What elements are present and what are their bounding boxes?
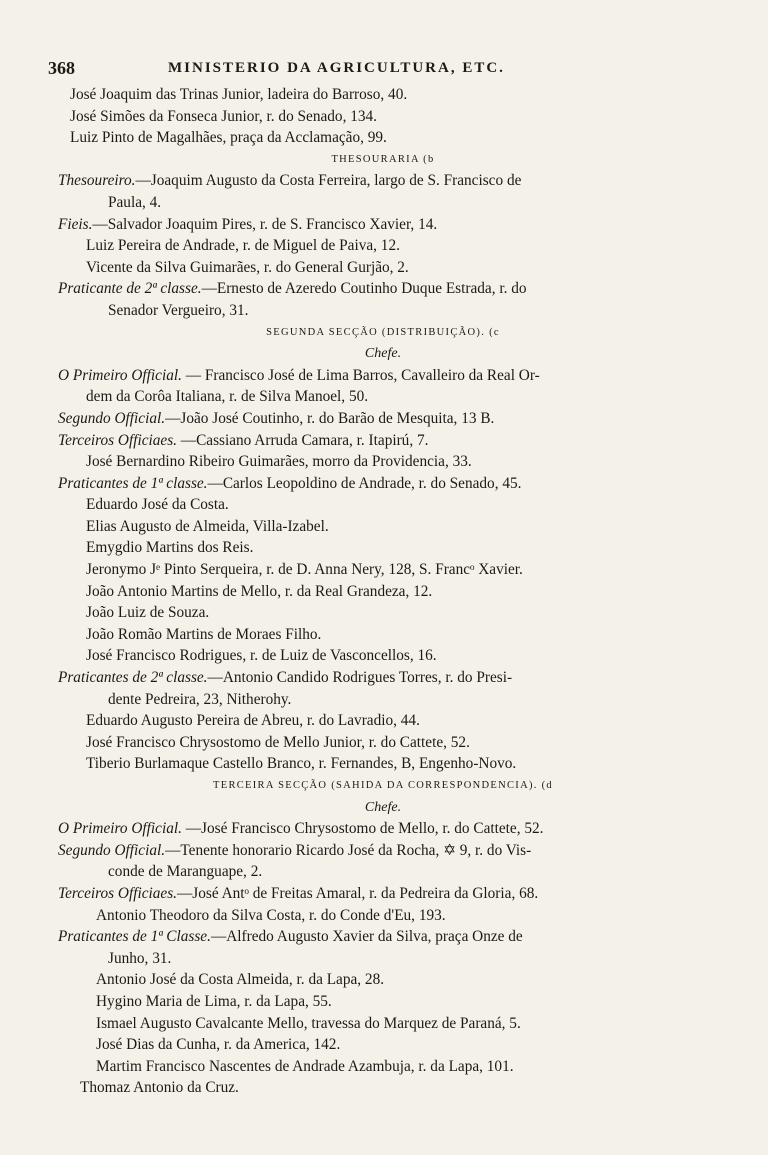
text-line: João Luiz de Souza. <box>86 604 210 622</box>
text-line: Senador Vergueiro, 31. <box>108 301 249 319</box>
text-line: Terceiros Officiaes.—José Antᵒ de Freitas Amaral, r. da Pedreira da Gloria, 68. <box>58 884 539 902</box>
text-line: Terceiros Officiaes. —Cassiano Arruda Camara, r. Itapirú, 7. <box>58 431 429 449</box>
section-subheading: Chefe. <box>364 346 402 362</box>
text-line: Elias Augusto de Almeida, Villa-Izabel. <box>86 517 329 535</box>
text-line: Praticantes de 1ª Classe.—Alfredo Augusto Xavier da Silva, praça Onze de <box>58 928 523 946</box>
text-line: O Primeiro Official. —José Francisco Chrysostomo de Mello, r. do Cattete, 52. <box>58 820 544 838</box>
document-body <box>58 84 708 1099</box>
text-line: Luiz Pinto de Magalhães, praça da Acclamação, 99. <box>70 129 387 147</box>
text-line: dem da Corôa Italiana, r. de Silva Manoel, 50. <box>86 388 369 406</box>
text-line: conde de Maranguape, 2. <box>108 863 263 881</box>
text-line: Luiz Pereira de Andrade, r. de Miguel de Paiva, 12. <box>86 237 400 255</box>
text-line: Ismael Augusto Cavalcante Mello, travessa do Marquez de Paraná, 5. <box>96 1014 521 1032</box>
text-line: Junho, 31. <box>108 949 172 967</box>
text-line: José Francisco Chrysostomo de Mello Junior, r. do Cattete, 52. <box>86 733 470 751</box>
text-line: Hygino Maria de Lima, r. da Lapa, 55. <box>96 992 332 1010</box>
text-line: Emygdio Martins dos Reis. <box>86 539 254 557</box>
section-heading: TERCEIRA SECÇÃO (SAHIDA DA CORRESPONDENCIA). (d <box>213 780 553 791</box>
text-line: Eduardo Augusto Pereira de Abreu, r. do Lavradio, 44. <box>86 712 420 730</box>
text-line: José Joaquim das Trinas Junior, ladeira do Barroso, 40. <box>70 86 408 103</box>
text-line: Praticantes de 1ª classe.—Carlos Leopoldino de Andrade, r. do Senado, 45. <box>58 474 522 492</box>
text-line: dente Pedreira, 23, Nitherohy. <box>108 690 292 708</box>
section-heading: SEGUNDA SECÇÃO (DISTRIBUIÇÃO). (c <box>266 326 500 338</box>
text-line: Antonio Theodoro da Silva Costa, r. do Conde d'Eu, 193. <box>96 906 446 924</box>
text-line: Eduardo José da Costa. <box>86 496 229 514</box>
text-line: José Francisco Rodrigues, r. de Luiz de Vasconcellos, 16. <box>86 647 437 665</box>
page-number: 368 <box>48 58 75 78</box>
text-line: Praticantes de 2ª classe.—Antonio Candido Rodrigues Torres, r. do Presi- <box>58 669 513 687</box>
text-line: Segundo Official.—João José Coutinho, r. do Barão de Mesquita, 13 B. <box>58 409 495 427</box>
running-title: MINISTERIO DA AGRICULTURA, ETC. <box>168 60 505 76</box>
text-line: Martim Francisco Nascentes de Andrade Azambuja, r. da Lapa, 101. <box>96 1057 514 1075</box>
text-line: João Antonio Martins de Mello, r. da Real Grandeza, 12. <box>86 582 433 600</box>
text-line: José Simões da Fonseca Junior, r. do Senado, 134. <box>70 107 377 125</box>
text-line: Praticante de 2ª classe.—Ernesto de Azeredo Coutinho Duque Estrada, r. do <box>58 280 527 298</box>
text-line: João Romão Martins de Moraes Filho. <box>86 625 322 643</box>
text-line: José Dias da Cunha, r. da America, 142. <box>96 1036 341 1054</box>
text-line: Antonio José da Costa Almeida, r. da Lapa, 28. <box>96 971 385 989</box>
section-subheading: Chefe. <box>364 799 402 815</box>
text-line: Thesoureiro.—Joaquim Augusto da Costa Ferreira, largo de S. Francisco de <box>58 172 522 190</box>
text-line: José Bernardino Ribeiro Guimarães, morro da Providencia, 33. <box>86 453 472 471</box>
section-heading: THESOURARIA (b <box>331 153 435 165</box>
text-line: Paula, 4. <box>108 193 162 211</box>
text-line: O Primeiro Official. — Francisco José de Lima Barros, Cavalleiro da Real Or- <box>58 366 540 384</box>
page-header <box>48 58 708 84</box>
text-line: Thomaz Antonio da Cruz. <box>80 1079 239 1097</box>
text-line: Jeronymo Jᵉ Pinto Serqueira, r. de D. Anna Nery, 128, S. Francᵒ Xavier. <box>86 561 523 579</box>
text-line: Fieis.—Salvador Joaquim Pires, r. de S. Francisco Xavier, 14. <box>58 215 438 233</box>
text-line: Vicente da Silva Guimarães, r. do General Gurjão, 2. <box>86 258 409 276</box>
text-line: Tiberio Burlamaque Castello Branco, r. Fernandes, B, Engenho-Novo. <box>86 755 517 773</box>
text-line: Segundo Official.—Tenente honorario Ricardo José da Rocha, ✡ 9, r. do Vis- <box>58 841 532 859</box>
